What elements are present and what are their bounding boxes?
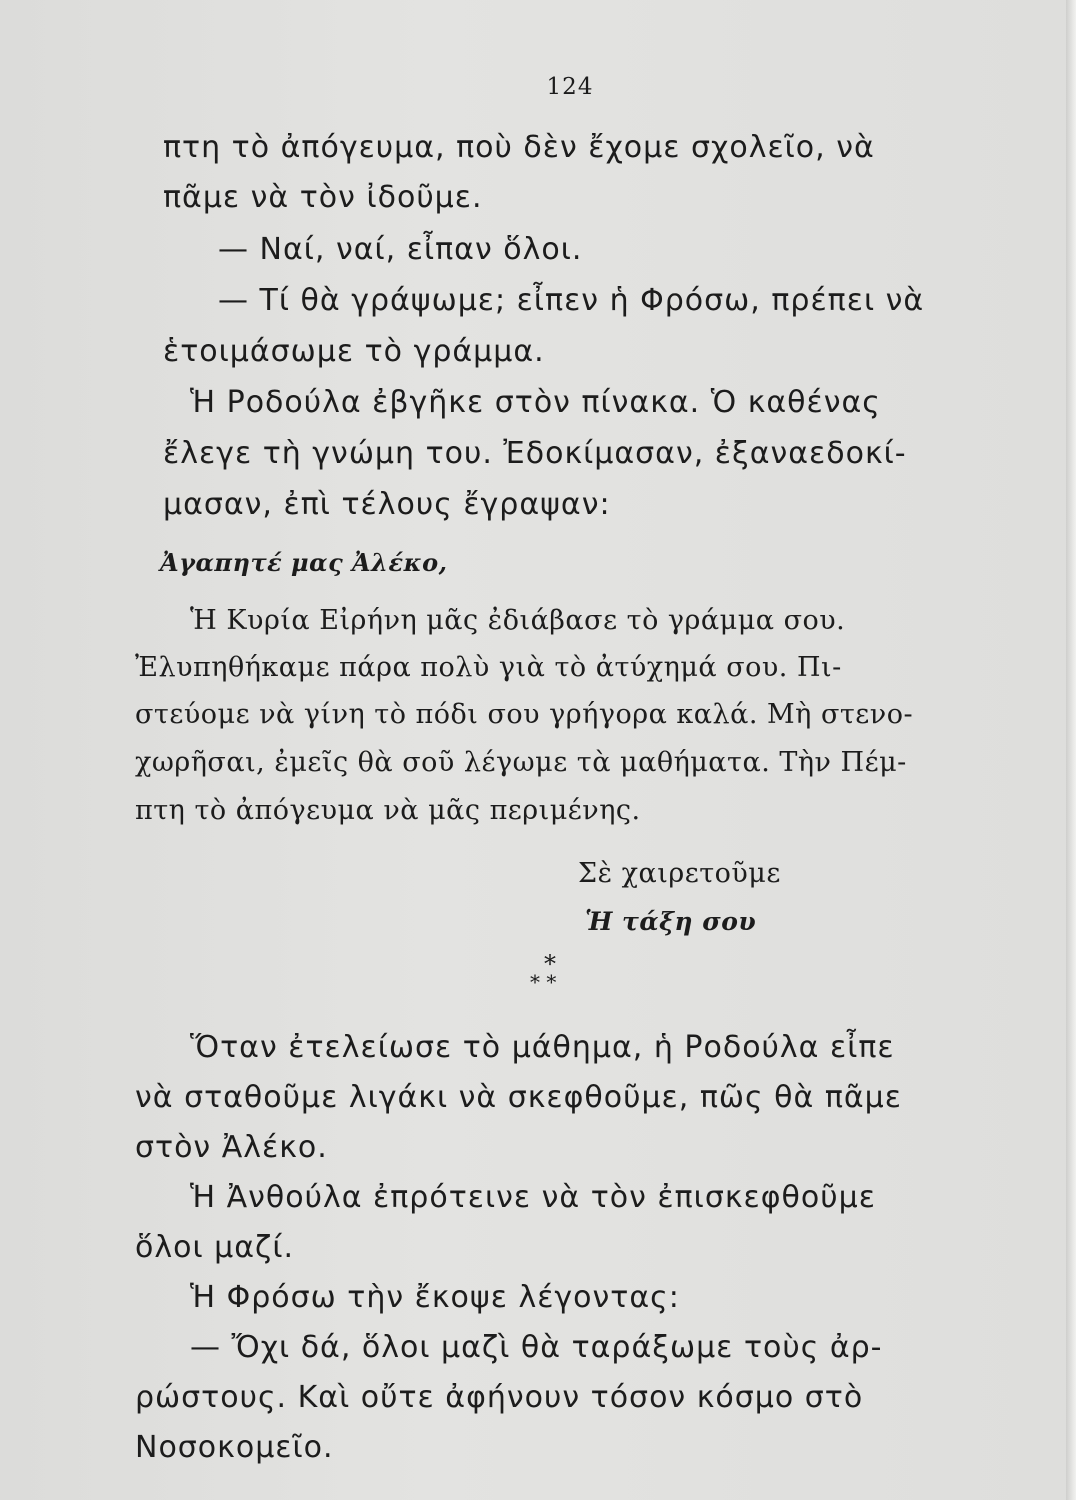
letter-closing: Σὲ χαιρετοῦμε bbox=[578, 858, 781, 889]
letter-line: Ἐλυπηθήκαμε πάρα πολὺ γιὰ τὸ ἀτύχημά σου. Πι- bbox=[135, 652, 842, 683]
letter-salutation: Ἀγαπητέ μας Ἀλέκο, bbox=[160, 548, 448, 577]
text-line: ἔλεγε τὴ γνώμη του. Ἐδοκίμασαν, ἐξαναεδοκί- bbox=[163, 436, 907, 471]
text-line: στὸν Ἀλέκο. bbox=[135, 1130, 328, 1165]
star-mark-top: * bbox=[544, 950, 556, 978]
letter-line: χωρῆσαι, ἐμεῖς θὰ σοῦ λέγωμε τὰ μαθήματα. Τὴν Πέμ- bbox=[135, 747, 907, 778]
text-line: πτη τὸ ἀπόγευμα, ποὺ δὲν ἔχομε σχολεῖο, νὰ bbox=[163, 130, 875, 165]
letter-line: Ἡ Κυρία Εἰρήνη μᾶς ἐδιάβασε τὸ γράμμα σου. bbox=[190, 605, 846, 636]
text-line: — Ναί, ναί, εἶπαν ὅλοι. bbox=[218, 232, 583, 267]
letter-signature: Ἡ τάξη σου bbox=[585, 907, 757, 936]
text-line: Νοσοκομεῖο. bbox=[135, 1430, 334, 1465]
text-line: Ἡ Ροδούλα ἐβγῆκε στὸν πίνακα. Ὁ καθένας bbox=[190, 385, 881, 420]
page-number: 124 bbox=[546, 74, 594, 100]
star-mark-bottom: * * bbox=[530, 970, 557, 994]
text-line: ὅλοι μαζί. bbox=[135, 1230, 295, 1265]
text-line: πᾶμε νὰ τὸν ἰδοῦμε. bbox=[163, 180, 483, 215]
text-line: — Τί θὰ γράψωμε; εἶπεν ἡ Φρόσω, πρέπει νὰ bbox=[218, 283, 925, 318]
text-line: — Ὄχι δά, ὅλοι μαζὶ θὰ ταράξωμε τοὺς ἀρ- bbox=[190, 1330, 883, 1365]
text-line: Ὅταν ἐτελείωσε τὸ μάθημα, ἡ Ροδούλα εἶπε bbox=[190, 1030, 895, 1065]
text-line: μασαν, ἐπὶ τέλους ἔγραψαν: bbox=[163, 487, 611, 522]
letter-line: πτη τὸ ἀπόγευμα νὰ μᾶς περιμένης. bbox=[135, 795, 641, 826]
page-edge bbox=[1066, 0, 1076, 1500]
text-line: Ἡ Ἀνθούλα ἐπρότεινε νὰ τὸν ἐπισκεφθοῦμε bbox=[190, 1180, 876, 1215]
text-line: Ἡ Φρόσω τὴν ἔκοψε λέγοντας: bbox=[190, 1280, 680, 1315]
text-line: ρώστους. Καὶ οὔτε ἀφήνουν τόσον κόσμο στὸ bbox=[135, 1380, 864, 1415]
letter-line: στεύομε νὰ γίνη τὸ πόδι σου γρήγορα καλά. Μὴ στενο- bbox=[135, 699, 914, 730]
text-line: νὰ σταθοῦμε λιγάκι νὰ σκεφθοῦμε, πῶς θὰ πᾶμε bbox=[135, 1080, 902, 1115]
text-line: ἑτοιμάσωμε τὸ γράμμα. bbox=[163, 334, 545, 369]
